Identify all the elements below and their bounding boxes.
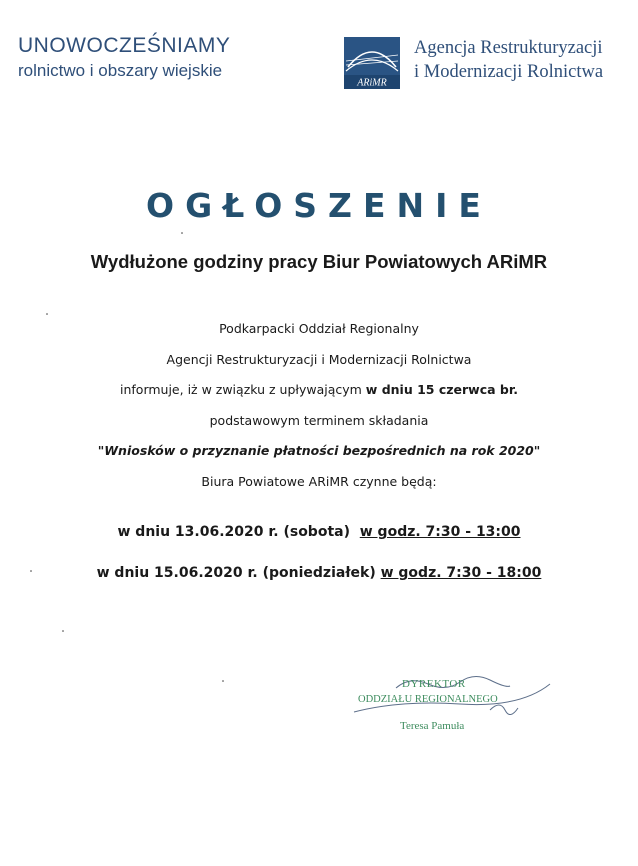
body-line3-prefix: informuje, iż w związku z upływającym xyxy=(120,382,366,397)
schedule-hours: w godz. 7:30 - 18:00 xyxy=(380,565,542,581)
schedule-date: w dniu 13.06.2020 r. (sobota) xyxy=(117,524,350,540)
schedule-date: w dniu 15.06.2020 r. (poniedziałek) xyxy=(96,565,376,581)
slogan-line2: rolnictwo i obszary wiejskie xyxy=(18,61,223,80)
page-title: OGŁOSZENIE xyxy=(146,186,492,225)
stamp-title-line1: DYREKTOR xyxy=(402,678,466,690)
schedule-row-2 xyxy=(0,565,638,581)
scan-speck xyxy=(30,570,32,572)
slogan-line1: UNOWOCZEŚNIAMY xyxy=(18,34,231,57)
scan-speck xyxy=(46,313,48,315)
body-line4: podstawowym terminem składania xyxy=(209,412,429,428)
agency-line1: Agencja Restrukturyzacji xyxy=(414,38,603,58)
signature-stamp xyxy=(340,670,570,750)
document-name: "Wniosków o przyznanie płatności bezpośrednich na rok 2020" xyxy=(97,443,541,458)
stamp-name: Teresa Pamuła xyxy=(400,720,465,732)
body-line1: Podkarpacki Oddział Regionalny xyxy=(219,321,419,336)
agency-line2: i Modernizacji Rolnictwa xyxy=(414,62,604,82)
schedule-row-1 xyxy=(0,524,638,540)
deadline-date: w dniu 15 czerwca br. xyxy=(365,382,518,397)
subtitle: Wydłużone godziny pracy Biur Powiatowych ARiMR xyxy=(90,251,548,272)
scan-speck xyxy=(222,680,224,682)
agency-name xyxy=(414,36,603,84)
schedule-hours: w godz. 7:30 - 13:00 xyxy=(359,524,521,540)
body-line3 xyxy=(0,375,638,406)
arimr-logo-icon xyxy=(344,37,400,89)
announcement-body xyxy=(0,314,638,497)
stamp-title-line2: ODDZIAŁU REGIONALNEGO xyxy=(358,694,498,705)
body-line6: Biura Powiatowe ARiMR czynne będą: xyxy=(201,473,437,489)
slogan xyxy=(18,34,230,84)
scan-speck xyxy=(62,630,64,632)
body-line2: Agencji Restrukturyzacji i Modernizacji Rolnictwa xyxy=(166,351,472,367)
scan-speck xyxy=(181,232,183,234)
logo-text: ARiMR xyxy=(357,77,387,89)
